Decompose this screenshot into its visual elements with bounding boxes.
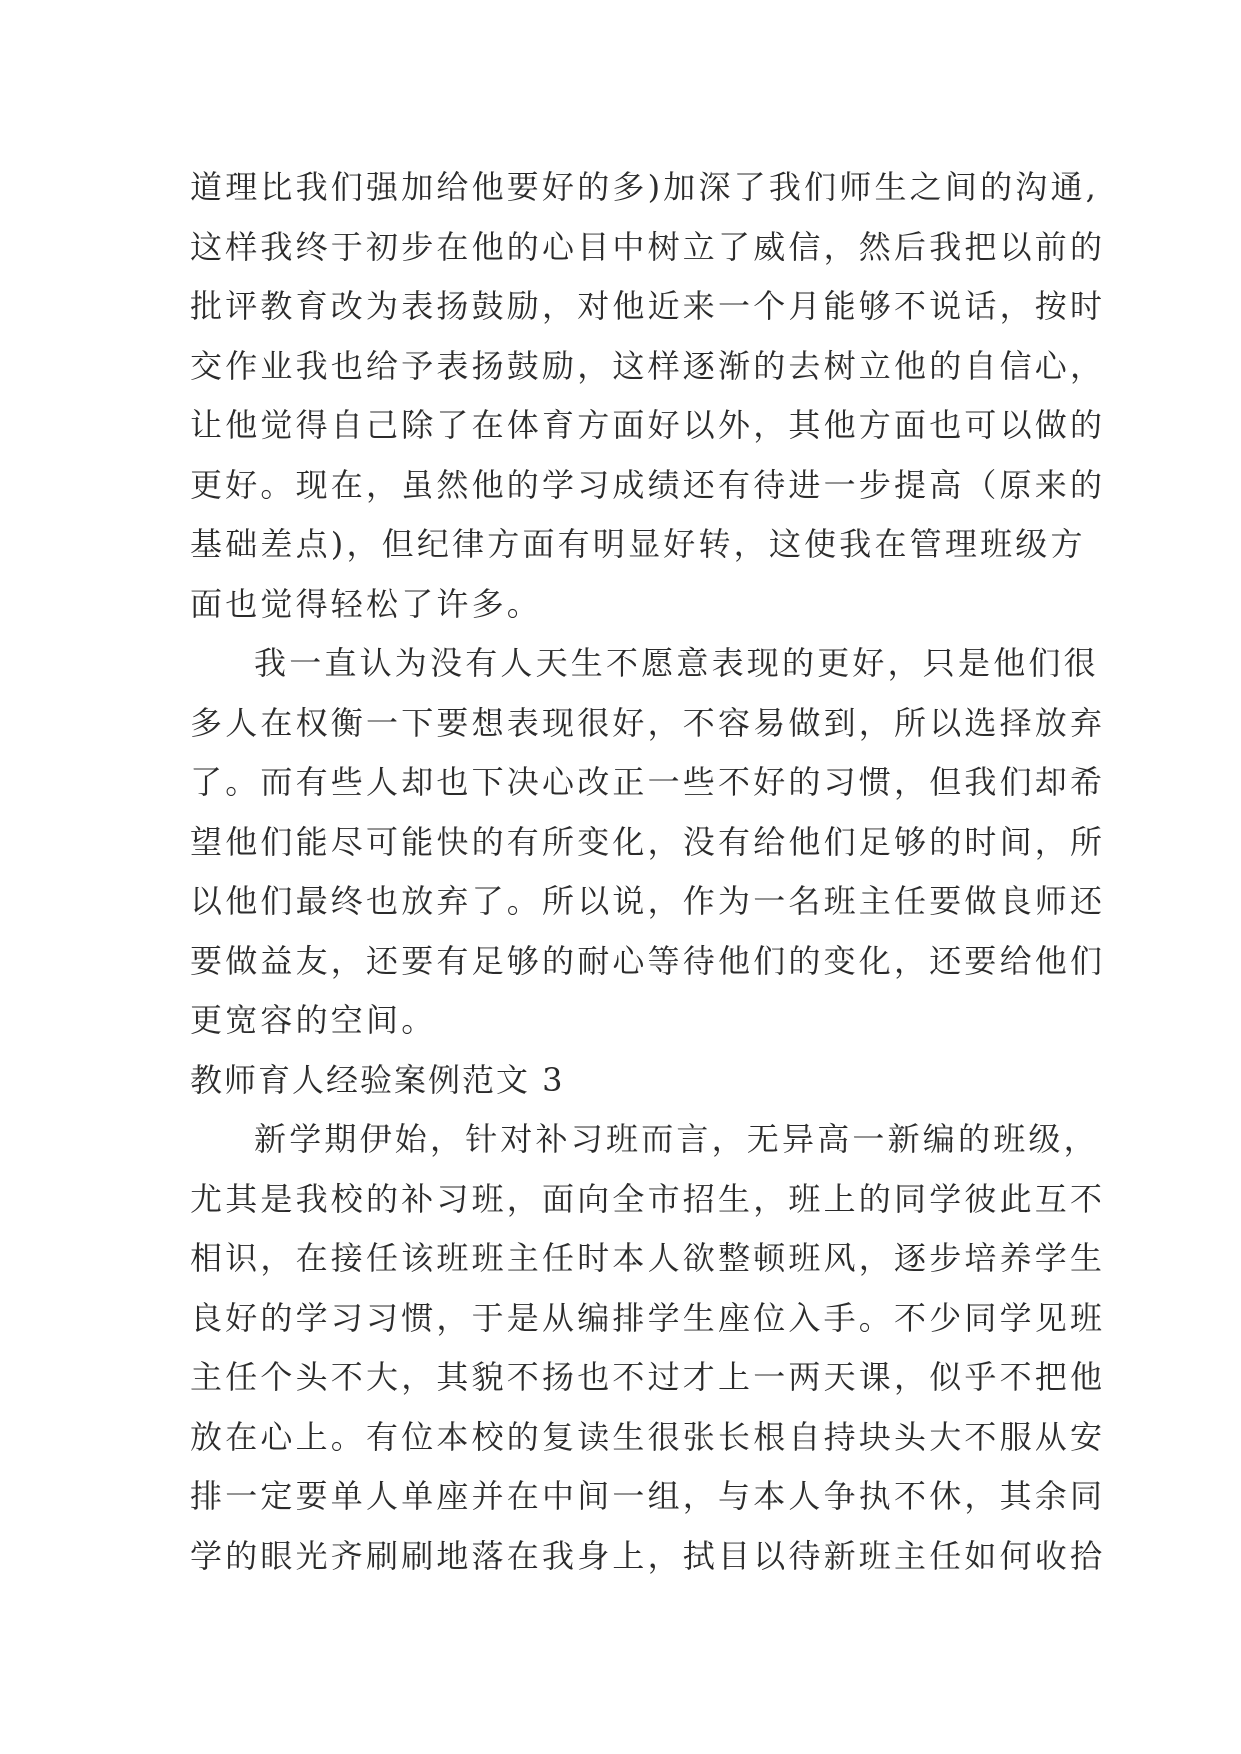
text-line: 我一直认为没有人天生不愿意表现的更好，只是他们很 [254, 644, 1099, 682]
text-line: 新学期伊始，针对补习班而言，无异高一新编的班级， [254, 1120, 1099, 1158]
text-line: 这样我终于初步在他的心目中树立了威信，然后我把以前的 [190, 227, 1106, 266]
text-line: 多人在权衡一下要想表现很好，不容易做到，所以选择放弃 [190, 703, 1106, 742]
text-line: 放在心上。有位本校的复读生很张长根自持块头大不服从安 [190, 1417, 1106, 1456]
text-line: 学的眼光齐刷刷地落在我身上，拭目以待新班主任如何收拾 [190, 1536, 1106, 1575]
text-line: 主任个头不大，其貌不扬也不过才上一两天课，似乎不把他 [190, 1358, 1106, 1396]
text-line: 基础差点)，但纪律方面有明显好转，这使我在管理班级方 [190, 525, 1086, 563]
text-line: 交作业我也给予表扬鼓励，这样逐渐的去树立他的自信心， [190, 346, 1106, 385]
text-line: 道理比我们强加给他要好的多)加深了我们师生之间的沟通, [190, 168, 1100, 206]
text-line: 相识，在接任该班班主任时本人欲整顿班风，逐步培养学生 [190, 1239, 1106, 1277]
document-body [190, 158, 1106, 1586]
text-line: 尤其是我校的补习班，面向全市招生，班上的同学彼此互不 [190, 1179, 1106, 1218]
text-line: 更宽容的空间。 [190, 1001, 437, 1039]
text-line: 面也觉得轻松了许多。 [190, 584, 543, 623]
paragraph-2 [190, 634, 1106, 1051]
paragraph-3 [190, 1110, 1106, 1586]
text-line: 让他觉得自己除了在体育方面好以外，其他方面也可以做的 [190, 406, 1106, 444]
text-line: 了。而有些人却也下决心改正一些不好的习惯，但我们却希 [190, 763, 1106, 801]
text-line: 良好的学习习惯，于是从编排学生座位入手。不少同学见班 [190, 1298, 1106, 1337]
text-line: 要做益友，还要有足够的耐心等待他们的变化，还要给他们 [190, 941, 1106, 980]
text-line: 批评教育改为表扬鼓励，对他近来一个月能够不说话，按时 [190, 287, 1106, 325]
text-line: 更好。现在，虽然他的学习成绩还有待进一步提高（原来的 [190, 465, 1106, 504]
text-line: 望他们能尽可能快的有所变化，没有给他们足够的时间，所 [190, 822, 1106, 861]
text-line: 以他们最终也放弃了。所以说，作为一名班主任要做良师还 [190, 882, 1106, 920]
text-line: 排一定要单人单座并在中间一组，与本人争执不休，其余同 [190, 1477, 1106, 1515]
section-heading: 教师育人经验案例范文 3 [190, 1060, 565, 1099]
paragraph-1 [190, 158, 1106, 634]
